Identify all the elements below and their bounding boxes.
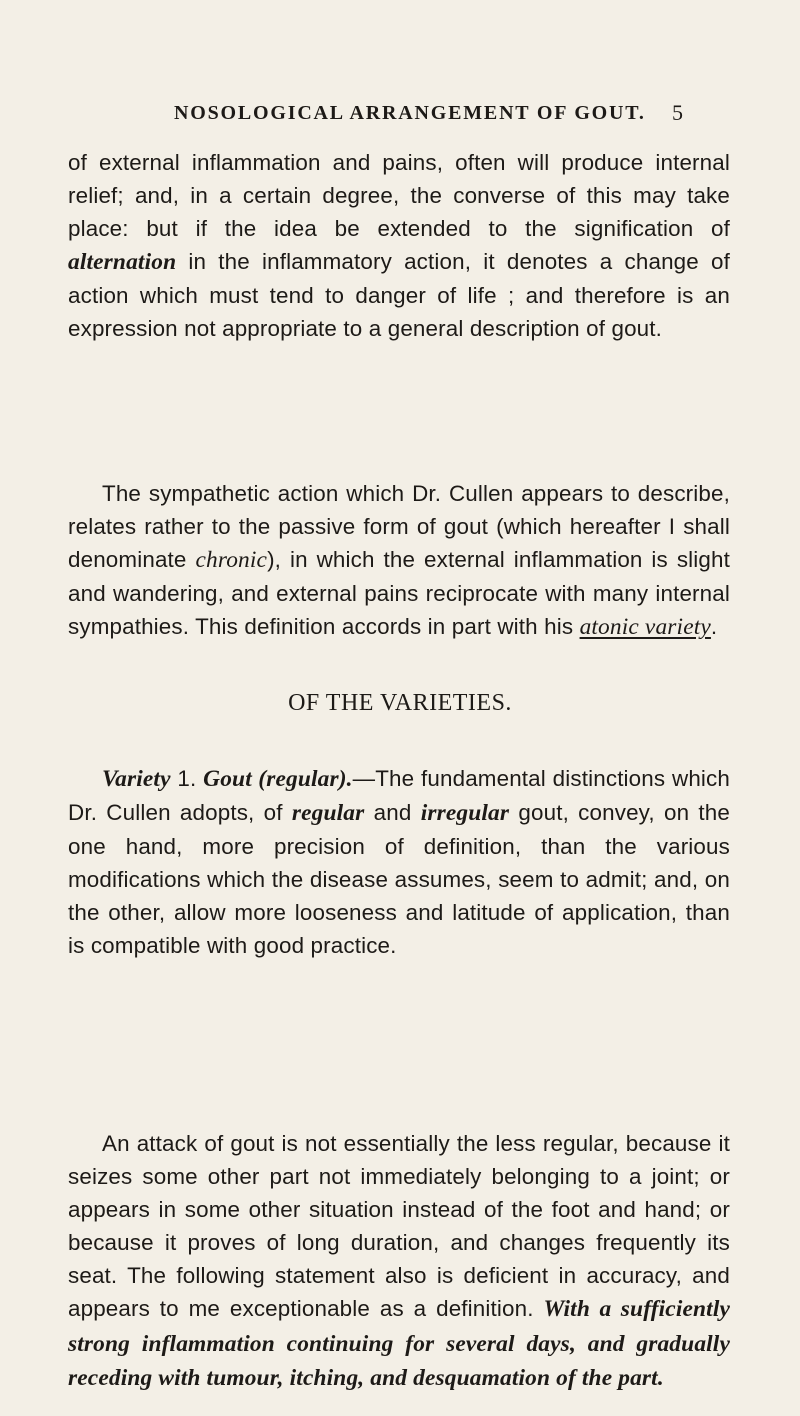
paragraph-1-text-b: in the inflammatory action, it denotes a change of action which must tend to danger of life ; and therefore is an expression not appropriate to a general description of gout.	[68, 249, 730, 342]
paragraph-3-text-c: gout, convey, on the one hand, more precision of definition, than the various modifications which the disease assumes, seem to admit; and, on the other, allow more looseness and latitude of application, than is compatible with good practice.	[68, 800, 730, 959]
paragraph-3-text-a: —The fundamental distinctions which Dr. Cullen adopts, of	[68, 766, 731, 826]
running-title: NOSOLOGICAL ARRANGEMENT OF GOUT.	[174, 102, 646, 124]
variety-number: 1.	[170, 766, 204, 791]
paragraph-3	[68, 762, 730, 963]
emphasis-gout-regular: Gout (regular).	[203, 766, 353, 792]
running-head	[0, 102, 800, 134]
emphasis-atonic-variety: atonic variety	[579, 614, 711, 641]
paragraph-2-text-c: .	[710, 614, 718, 640]
paragraph-3-text-b: and	[364, 800, 421, 826]
paragraph-1-text-a: of external inflammation and pains, often will produce internal relief; and, in a certain degree, the converse of this may take place: but if the idea be extended to the signification of	[68, 150, 730, 242]
paragraph-4-text-a: An attack of gout is not essentially the less regular, because it seizes some other part not immediately belonging to a joint; or appears in some other situation instead of the foot and hand; or because it proves of long duration, and changes frequently its seat. The following statement also is deficient in accuracy, and appears to me exceptionable as a definition.	[68, 1131, 730, 1322]
emphasis-regular: regular	[291, 800, 365, 827]
page-number: 5	[672, 100, 683, 125]
emphasis-variety: Variety	[102, 766, 171, 792]
emphasis-chronic: chronic	[195, 547, 268, 574]
paragraph-2-text-b: ), in which the external inflammation is slight and wandering, and external pains reciprocate with many internal sympathies. This definition accords in part with his	[68, 547, 730, 640]
paragraph-2	[68, 477, 730, 644]
emphasis-irregular: irregular	[420, 800, 510, 827]
section-heading: OF THE VARIETIES.	[288, 690, 512, 716]
emphasis-definition: With a sufficiently strong inflammation continuing for several days, and gradually receding with tumour, itching, and desquamation of the part.	[68, 1296, 730, 1391]
paragraph-2-text-a: The sympathetic action which Dr. Cullen appears to describe, relates rather to the passive form of gout (which hereafter I shall denominate	[68, 481, 730, 573]
paragraph-4	[68, 1127, 730, 1395]
paragraph-1	[68, 146, 730, 346]
emphasis-alternation: alternation	[68, 249, 177, 276]
